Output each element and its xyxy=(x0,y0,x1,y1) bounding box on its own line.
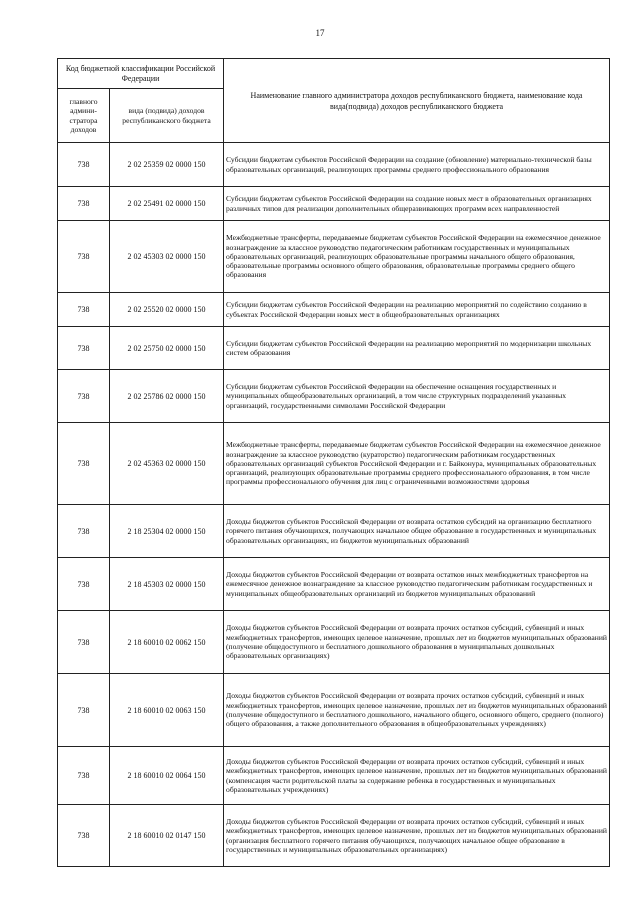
table-row xyxy=(58,221,610,293)
income-name-cell: Доходы бюджетов субъектов Российской Федерации от возврата остатков субсидий на организацию бесплатного горячего питания обучающихся, получающих начальное общее образование в государственных и муниципальных образовательных организациях, из бюджетов муниципальных образований xyxy=(224,505,610,558)
table-row xyxy=(58,370,610,423)
admin-code-cell: 738 xyxy=(58,221,110,293)
header-income-type: вида (подвида) доходов республиканского бюджета xyxy=(110,89,224,143)
table-row xyxy=(58,327,610,370)
income-code-cell: 2 02 25491 02 0000 150 xyxy=(110,187,224,221)
income-name-cell: Доходы бюджетов субъектов Российской Федерации от возврата прочих остатков субсидий, субвенций и иных межбюджетных трансфертов, имеющих целевое назначение, прошлых лет из бюджетов муниципальных образований (получение общедоступного и бесплатного дошкольного образования в муниципальных дошкольных образовательных организациях) xyxy=(224,611,610,674)
table-row xyxy=(58,674,610,747)
table-row xyxy=(58,805,610,867)
table-body xyxy=(58,143,610,867)
income-code-cell: 2 18 60010 02 0064 150 xyxy=(110,747,224,805)
admin-code-cell: 738 xyxy=(58,505,110,558)
income-code-cell: 2 18 60010 02 0063 150 xyxy=(110,674,224,747)
admin-code-cell: 738 xyxy=(58,611,110,674)
admin-code-cell: 738 xyxy=(58,674,110,747)
page-number: 17 xyxy=(315,28,325,38)
table-row xyxy=(58,143,610,187)
income-code-cell: 2 18 60010 02 0147 150 xyxy=(110,805,224,867)
income-code-cell: 2 18 60010 02 0062 150 xyxy=(110,611,224,674)
table-row xyxy=(58,611,610,674)
admin-code-cell: 738 xyxy=(58,747,110,805)
income-name-cell: Доходы бюджетов субъектов Российской Федерации от возврата остатков иных межбюджетных трансфертов на ежемесячное денежное вознаграждение за классное руководство педагогическим работникам государственных и муниципальных общеобразовательных организаций из бюджетов муниципальных образований xyxy=(224,558,610,611)
income-code-cell: 2 18 25304 02 0000 150 xyxy=(110,505,224,558)
table-row xyxy=(58,293,610,327)
header-chief-administrator: главного админи-стратора доходов xyxy=(58,89,110,143)
income-code-cell: 2 02 25786 02 0000 150 xyxy=(110,370,224,423)
header-name: Наименование главного администратора доходов республиканского бюджета, наименование кода вида(подвида) доходов республиканского бюджета xyxy=(224,59,610,143)
admin-code-cell: 738 xyxy=(58,293,110,327)
admin-code-cell: 738 xyxy=(58,187,110,221)
admin-code-cell: 738 xyxy=(58,805,110,867)
income-name-cell: Субсидии бюджетам субъектов Российской Федерации на обеспечение оснащения государственных и муниципальных общеобразовательных организаций, в том числе структурных подразделений указанных организаций, государственными символами Российской Федерации xyxy=(224,370,610,423)
income-name-cell: Субсидии бюджетам субъектов Российской Федерации на реализацию мероприятий по содействию созданию в субъектах Российской Федерации новых мест в общеобразовательных организациях xyxy=(224,293,610,327)
admin-code-cell: 738 xyxy=(58,327,110,370)
income-code-cell: 2 02 25750 02 0000 150 xyxy=(110,327,224,370)
budget-classification-table xyxy=(57,58,610,867)
header-classification-code: Код бюджетной классификации Российской Федерации xyxy=(58,59,224,89)
income-name-cell: Доходы бюджетов субъектов Российской Федерации от возврата прочих остатков субсидий, субвенций и иных межбюджетных трансфертов, имеющих целевое назначение, прошлых лет из бюджетов муниципальных образований (получение общедоступного и бесплатного дошкольного, начального общего, основного общего, среднего (полного) общего образования, а также дополнительного образования в общеобразовательных учреждениях) xyxy=(224,674,610,747)
admin-code-cell: 738 xyxy=(58,558,110,611)
admin-code-cell: 738 xyxy=(58,143,110,187)
table-row xyxy=(58,423,610,505)
income-name-cell: Доходы бюджетов субъектов Российской Федерации от возврата прочих остатков субсидий, субвенций и иных межбюджетных трансфертов, имеющих целевое назначение, прошлых лет из бюджетов муниципальных образований (компенсация части родительской платы за содержание ребенка в государственных и муниципальных образовательных учреждениях) xyxy=(224,747,610,805)
admin-code-cell: 738 xyxy=(58,370,110,423)
income-name-cell: Межбюджетные трансферты, передаваемые бюджетам субъектов Российской Федерации на ежемесячное денежное вознаграждение за классное руководство (кураторство) педагогическим работникам государственных образовательных организаций субъектов Российской Федерации и г. Байконура, муниципальных образовательных организаций, реализующих образовательные программы среднего профессионального образования, в том числе программы профессионального обучения для лиц с ограниченными возможностями здоровья xyxy=(224,423,610,505)
income-name-cell: Субсидии бюджетам субъектов Российской Федерации на создание новых мест в образовательных организациях различных типов для реализации дополнительных общеразвивающих программ всех направленностей xyxy=(224,187,610,221)
table-row xyxy=(58,558,610,611)
income-code-cell: 2 02 25520 02 0000 150 xyxy=(110,293,224,327)
income-code-cell: 2 02 45303 02 0000 150 xyxy=(110,221,224,293)
table-row xyxy=(58,747,610,805)
income-name-cell: Доходы бюджетов субъектов Российской Федерации от возврата прочих остатков субсидий, субвенций и иных межбюджетных трансфертов, имеющих целевое назначение, прошлых лет из бюджетов муниципальных образований (организация бесплатного горячего питания обучающихся, получающих начальное общее образование в государственных и муниципальных образовательных организациях) xyxy=(224,805,610,867)
income-name-cell: Субсидии бюджетам субъектов Российской Федерации на реализацию мероприятий по модернизации школьных систем образования xyxy=(224,327,610,370)
income-code-cell: 2 18 45303 02 0000 150 xyxy=(110,558,224,611)
income-code-cell: 2 02 25359 02 0000 150 xyxy=(110,143,224,187)
income-name-cell: Субсидии бюджетам субъектов Российской Федерации на создание (обновление) материально-технической базы образовательных организаций, реализующих программы среднего профессионального образования xyxy=(224,143,610,187)
table-row xyxy=(58,187,610,221)
table-row xyxy=(58,505,610,558)
income-name-cell: Межбюджетные трансферты, передаваемые бюджетам субъектов Российской Федерации на ежемесячное денежное вознаграждение за классное руководство педагогическим работникам государственных и муниципальных образовательных организаций, реализующих образовательные программы начального общего образования, образовательные программы основного общего образования, образовательные программы среднего общего образования xyxy=(224,221,610,293)
admin-code-cell: 738 xyxy=(58,423,110,505)
income-code-cell: 2 02 45363 02 0000 150 xyxy=(110,423,224,505)
